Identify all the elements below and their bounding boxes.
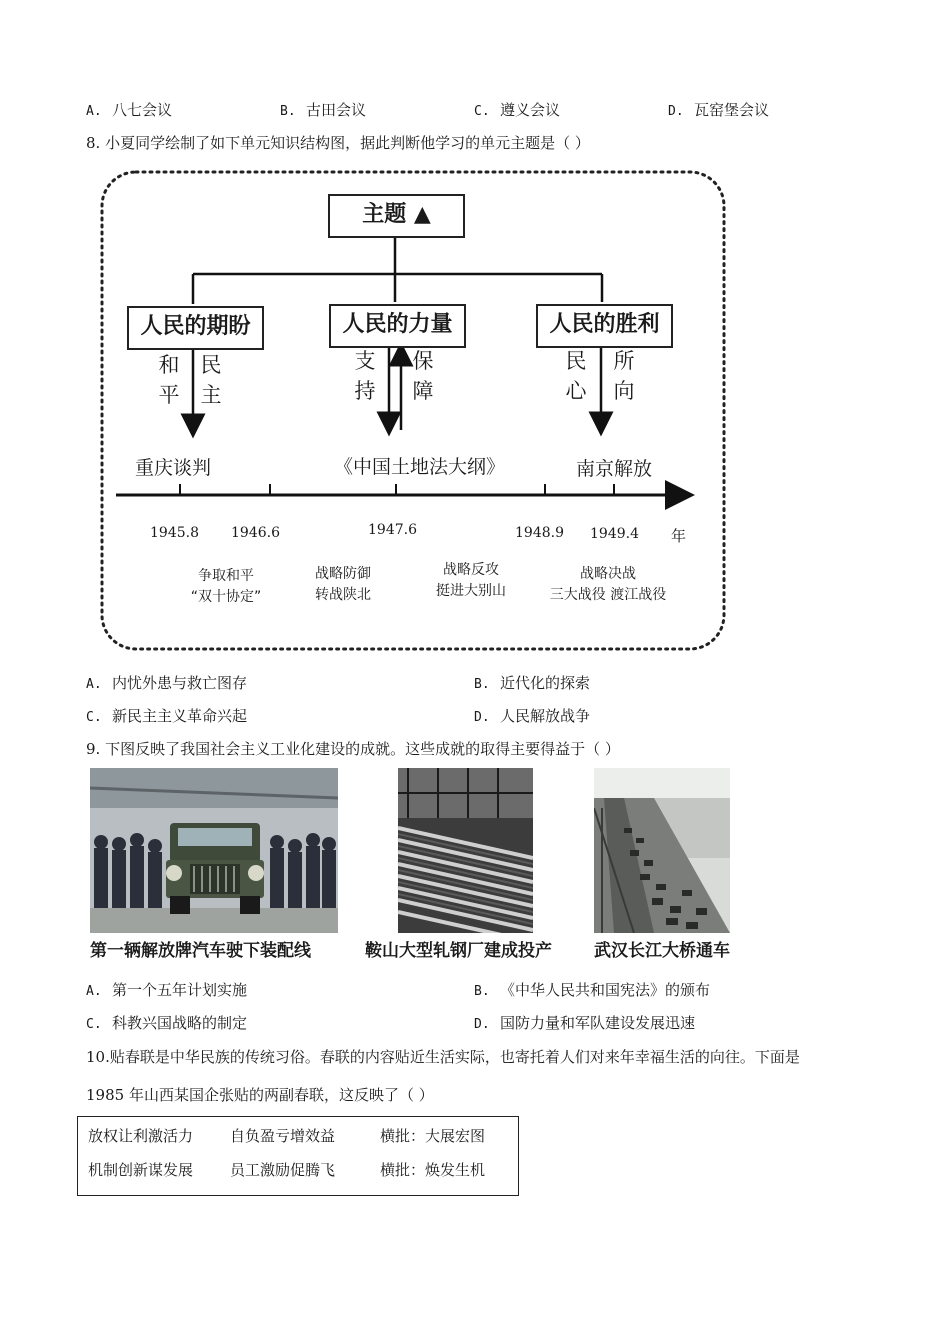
q9-option-a xyxy=(86,979,247,1000)
q9-option-b xyxy=(474,979,710,1000)
couplet-table xyxy=(77,1116,519,1196)
option-text: 《中华人民共和国宪法》的颁布 xyxy=(500,981,711,999)
photo-wuhan-bridge xyxy=(594,768,730,933)
caption-truck: 第一辆解放牌汽车驶下装配线 xyxy=(90,941,311,961)
option-text: 第一个五年计划实施 xyxy=(112,981,248,999)
box-people-power: 人民的力量 xyxy=(329,304,466,348)
option-letter: D. xyxy=(668,104,684,119)
event-land-law: 《中国土地法大纲》 xyxy=(334,456,506,478)
q9-stem: 9. 下图反映了我国社会主义工业化建设的成就。这些成就的取得主要得益于（ ） xyxy=(86,740,620,758)
stage-1 xyxy=(166,566,286,608)
truck-image xyxy=(90,768,338,933)
stage-4 xyxy=(525,564,691,606)
stage-line: 战略决战 xyxy=(580,566,636,582)
steel-mill-image xyxy=(398,768,533,933)
q8-stem: 8. 小夏同学绘制了如下单元知识结构图，据此判断他学习的单元主题是（ ） xyxy=(86,134,590,152)
option-letter: A. xyxy=(86,104,102,119)
q7-option-b xyxy=(280,99,366,120)
couplet-1-lower: 自负盈亏增效益 xyxy=(230,1127,336,1145)
q8-option-a xyxy=(86,672,247,693)
couplet-2-lower: 员工激励促腾飞 xyxy=(230,1161,336,1179)
q7-option-d xyxy=(668,99,769,120)
q9-option-d xyxy=(474,1012,695,1033)
option-text: 新民主主义革命兴起 xyxy=(112,707,248,725)
option-text: 古田会议 xyxy=(306,101,367,119)
stage-line: “双十协定” xyxy=(190,589,262,605)
label-democracy: 民主 xyxy=(200,353,222,407)
couplet-1-upper: 放权让利激活力 xyxy=(88,1127,194,1145)
q10-stem-line1: 10.贴春联是中华民族的传统习俗。春联的内容贴近生活实际，也寄托着人们对来年幸福生活的向往。下面是 xyxy=(86,1048,800,1066)
q8-option-c xyxy=(86,705,247,726)
option-letter: C. xyxy=(474,104,490,119)
year-label: 1946.6 xyxy=(231,525,280,541)
bridge-image xyxy=(594,768,730,933)
photo-anshan-steel xyxy=(398,768,533,933)
year-label: 1947.6 xyxy=(368,522,417,538)
option-letter: C. xyxy=(86,1017,102,1032)
option-letter: B. xyxy=(474,984,490,999)
stage-line: 三大战役 渡江战役 xyxy=(549,587,667,603)
q10-stem-line2: 1985 年山西某国企张贴的两副春联，这反映了（ ） xyxy=(86,1086,434,1104)
q9-option-c xyxy=(86,1012,247,1033)
q7-option-c xyxy=(474,99,560,120)
couplet-2-upper: 机制创新谋发展 xyxy=(88,1161,194,1179)
option-text: 人民解放战争 xyxy=(500,707,591,725)
option-text: 遵义会议 xyxy=(500,101,561,119)
caption-bridge: 武汉长江大桥通车 xyxy=(594,941,730,961)
label-direction: 所向 xyxy=(613,349,635,403)
stage-line: 转战陕北 xyxy=(315,587,371,603)
option-letter: D. xyxy=(474,1017,490,1032)
option-text: 近代化的探索 xyxy=(500,674,591,692)
q8-option-b xyxy=(474,672,590,693)
option-letter: D. xyxy=(474,710,490,725)
event-nanjing-liberation: 南京解放 xyxy=(576,458,653,480)
stage-line: 挺进大别山 xyxy=(436,583,506,599)
stage-line: 战略防御 xyxy=(315,566,371,582)
label-peace: 和平 xyxy=(158,353,180,407)
box-people-victory: 人民的胜利 xyxy=(536,304,673,348)
option-text: 内忧外患与救亡图存 xyxy=(112,674,248,692)
year-label: 1949.4 xyxy=(590,526,639,542)
photo-jiefang-truck xyxy=(90,768,338,933)
option-letter: B. xyxy=(474,677,490,692)
year-unit: 年 xyxy=(671,527,687,545)
option-text: 国防力量和军队建设发展迅速 xyxy=(500,1014,696,1032)
option-text: 八七会议 xyxy=(112,101,173,119)
option-letter: A. xyxy=(86,677,102,692)
year-label: 1945.8 xyxy=(150,525,199,541)
knowledge-structure-diagram xyxy=(98,168,728,653)
option-letter: B. xyxy=(280,104,296,119)
couplet-1-banner: 横批：大展宏图 xyxy=(380,1127,486,1145)
option-letter: C. xyxy=(86,710,102,725)
stage-line: 争取和平 xyxy=(198,568,254,584)
couplet-2-banner: 横批：焕发生机 xyxy=(380,1161,486,1179)
label-guarantee: 保障 xyxy=(412,349,434,403)
stage-2 xyxy=(288,564,398,606)
theme-box: 主题 ▲ xyxy=(328,194,465,238)
caption-steel: 鞍山大型轧钢厂建成投产 xyxy=(365,941,552,961)
year-label: 1948.9 xyxy=(515,525,564,541)
option-letter: A. xyxy=(86,984,102,999)
stage-line: 战略反攻 xyxy=(443,562,499,578)
q8-option-d xyxy=(474,705,590,726)
option-text: 科教兴国战略的制定 xyxy=(112,1014,248,1032)
q7-option-a xyxy=(86,99,172,120)
event-chongqing-negotiation: 重庆谈判 xyxy=(135,457,212,479)
option-text: 瓦窑堡会议 xyxy=(694,101,770,119)
stage-3 xyxy=(413,560,529,602)
label-support: 支持 xyxy=(354,349,376,403)
label-popular-will: 民心 xyxy=(565,349,587,403)
box-people-hope: 人民的期盼 xyxy=(127,306,264,350)
